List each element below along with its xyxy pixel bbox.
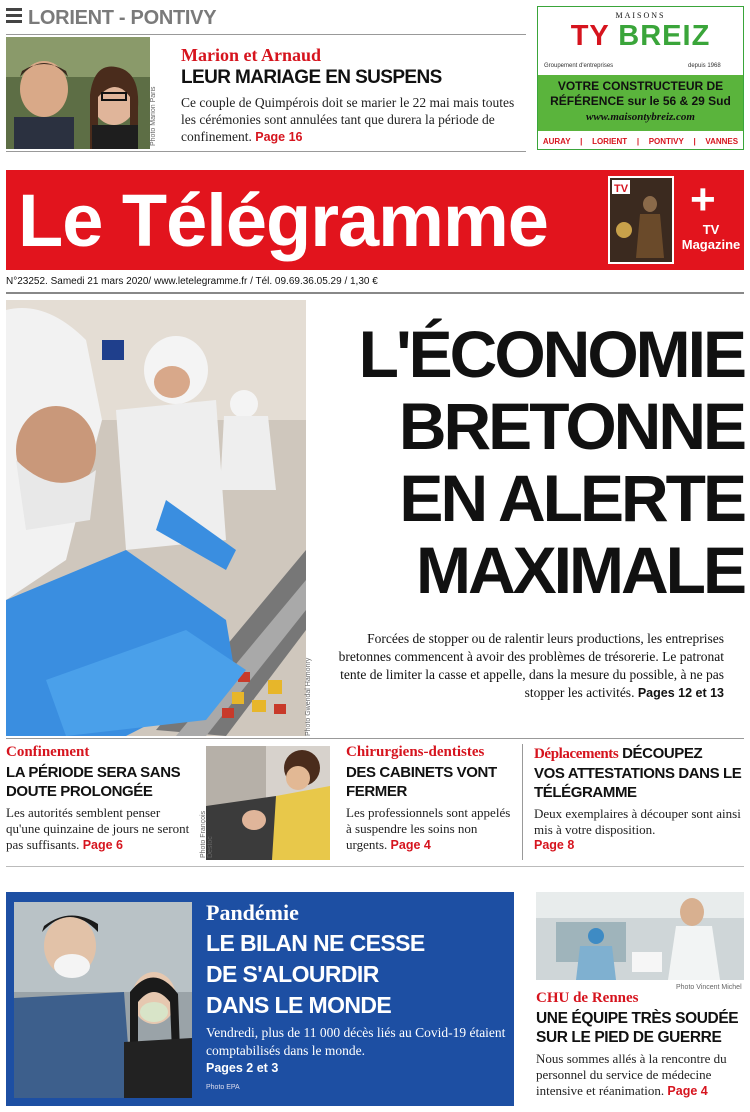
story-headline-rest: VOS ATTESTATIONS DANS LE TÉLÉGRAMME (534, 765, 742, 801)
ad-tagline-right: depuis 1968 (688, 63, 721, 69)
dentist-photo (206, 746, 330, 860)
top-story-kicker: Marion et Arnaud (181, 45, 322, 65)
edition-label: LORIENT - PONTIVY (6, 5, 216, 30)
main-pages: Pages 12 et 13 (637, 686, 724, 700)
story-kicker: Chirurgiens-dentistes (346, 744, 485, 760)
pandemic-headline: LE BILAN NE CESSE DE S'ALOURDIR DANS LE MONDE (206, 930, 425, 1018)
plus-icon: + (690, 175, 716, 224)
divider (6, 738, 744, 739)
story-page: Page 8 (534, 838, 575, 852)
factory-photo (6, 300, 306, 736)
story-headline: Déplacements DÉCOUPEZ (534, 745, 703, 762)
photo-credit: Photo EPA (206, 1084, 240, 1091)
ad-url[interactable]: www.maisontybreiz.com (586, 111, 695, 123)
tv-magazine-cover[interactable] (608, 176, 674, 264)
divider (6, 34, 526, 35)
main-lead: Forcées de stopper ou de ralentir leurs productions, les entreprises bretonnes commencent à avoir des problèmes de trésorerie. Le patronat tente de limiter la casse et appelle, dans la mesure du possible, à ne pas stopper les activités. Pages 12 et 13 (338, 631, 724, 700)
photo-credit: Photo François Destoc (200, 810, 214, 858)
ad-ty-breiz[interactable] (537, 6, 744, 150)
ad-brand: TY BREIZ (570, 20, 711, 52)
hospital-photo (536, 892, 744, 980)
main-headline[interactable]: L'ÉCONOMIE BRETONNE EN ALERTE MAXIMALE (358, 317, 744, 607)
story-chu[interactable] (536, 990, 744, 1099)
divider (6, 292, 744, 294)
story-confinement[interactable] (6, 744, 192, 853)
story-body: Les autorités semblent penser qu'une quinzaine de jours ne seront pas suffisants. Page 6 (6, 805, 190, 852)
ad-line2: RÉFÉRENCE sur le 56 & 29 Sud (550, 94, 731, 108)
pandemic-body: Vendredi, plus de 11 000 décès liés au Covid-19 étaient comptabilisés dans le monde. (206, 1025, 506, 1058)
ad-maisons: MAISONS (615, 11, 666, 20)
story-headline: LA PÉRIODE SERA SANS DOUTE PROLONGÉE (6, 764, 181, 800)
tv-magazine-label[interactable]: TV Magazine (681, 222, 741, 252)
photo-credit: Photo Marion Paris (150, 86, 157, 146)
pandemic-pages: Pages 2 et 3 (206, 1061, 279, 1075)
divider (522, 744, 523, 860)
top-story-headline[interactable]: LEUR MARIAGE EN SUSPENS (181, 67, 442, 88)
photo-credit: Photo Vincent Michel (676, 984, 742, 991)
story-kicker: Confinement (6, 744, 90, 760)
masked-people-photo (14, 902, 192, 1098)
photo-credit: Photo Gwendal Hamonry (305, 657, 312, 736)
ad-towns: AURAY | LORIENT | PONTIVY | VANNES (542, 136, 739, 146)
story-deplacements[interactable] (534, 744, 744, 852)
story-body: Deux exemplaires à découper sont ainsi mis à votre disposition. (534, 806, 741, 837)
svg-text:TV: TV (614, 183, 629, 195)
story-body: Les professionnels sont appelés à suspendre les soins non urgents. Page 4 (346, 805, 511, 852)
couple-photo (6, 37, 150, 149)
top-story-body: Ce couple de Quimpérois doit se marier le 22 mai mais toutes les cérémonies sont annulées tant que durera la période de confinement. Page 16 (181, 95, 515, 144)
top-story-page: Page 16 (255, 130, 303, 144)
story-kicker: CHU de Rennes (536, 990, 639, 1006)
story-headline: DES CABINETS VONT FERMER (346, 764, 497, 800)
pandemic-kicker: Pandémie (206, 900, 299, 925)
divider (6, 866, 744, 867)
story-dentistes[interactable] (346, 744, 516, 853)
newspaper-title[interactable]: Le Télégramme (18, 179, 548, 262)
story-headline: UNE ÉQUIPE TRÈS SOUDÉE SUR LE PIED DE GUERRE (536, 1010, 739, 1046)
divider (6, 151, 526, 152)
issue-line: N°23252. Samedi 21 mars 2020/ www.letelegramme.fr / Tél. 09.69.36.05.29 / 1,30 € (6, 276, 378, 287)
ad-tagline-left: Groupement d'entreprises (544, 63, 614, 69)
menu-icon[interactable] (6, 5, 22, 26)
ad-line1: VOTRE CONSTRUCTEUR DE (557, 79, 724, 93)
story-body: Nous sommes allés à la rencontre du personnel du service de médecine intensive et réanimation. Page 4 (536, 1051, 727, 1098)
